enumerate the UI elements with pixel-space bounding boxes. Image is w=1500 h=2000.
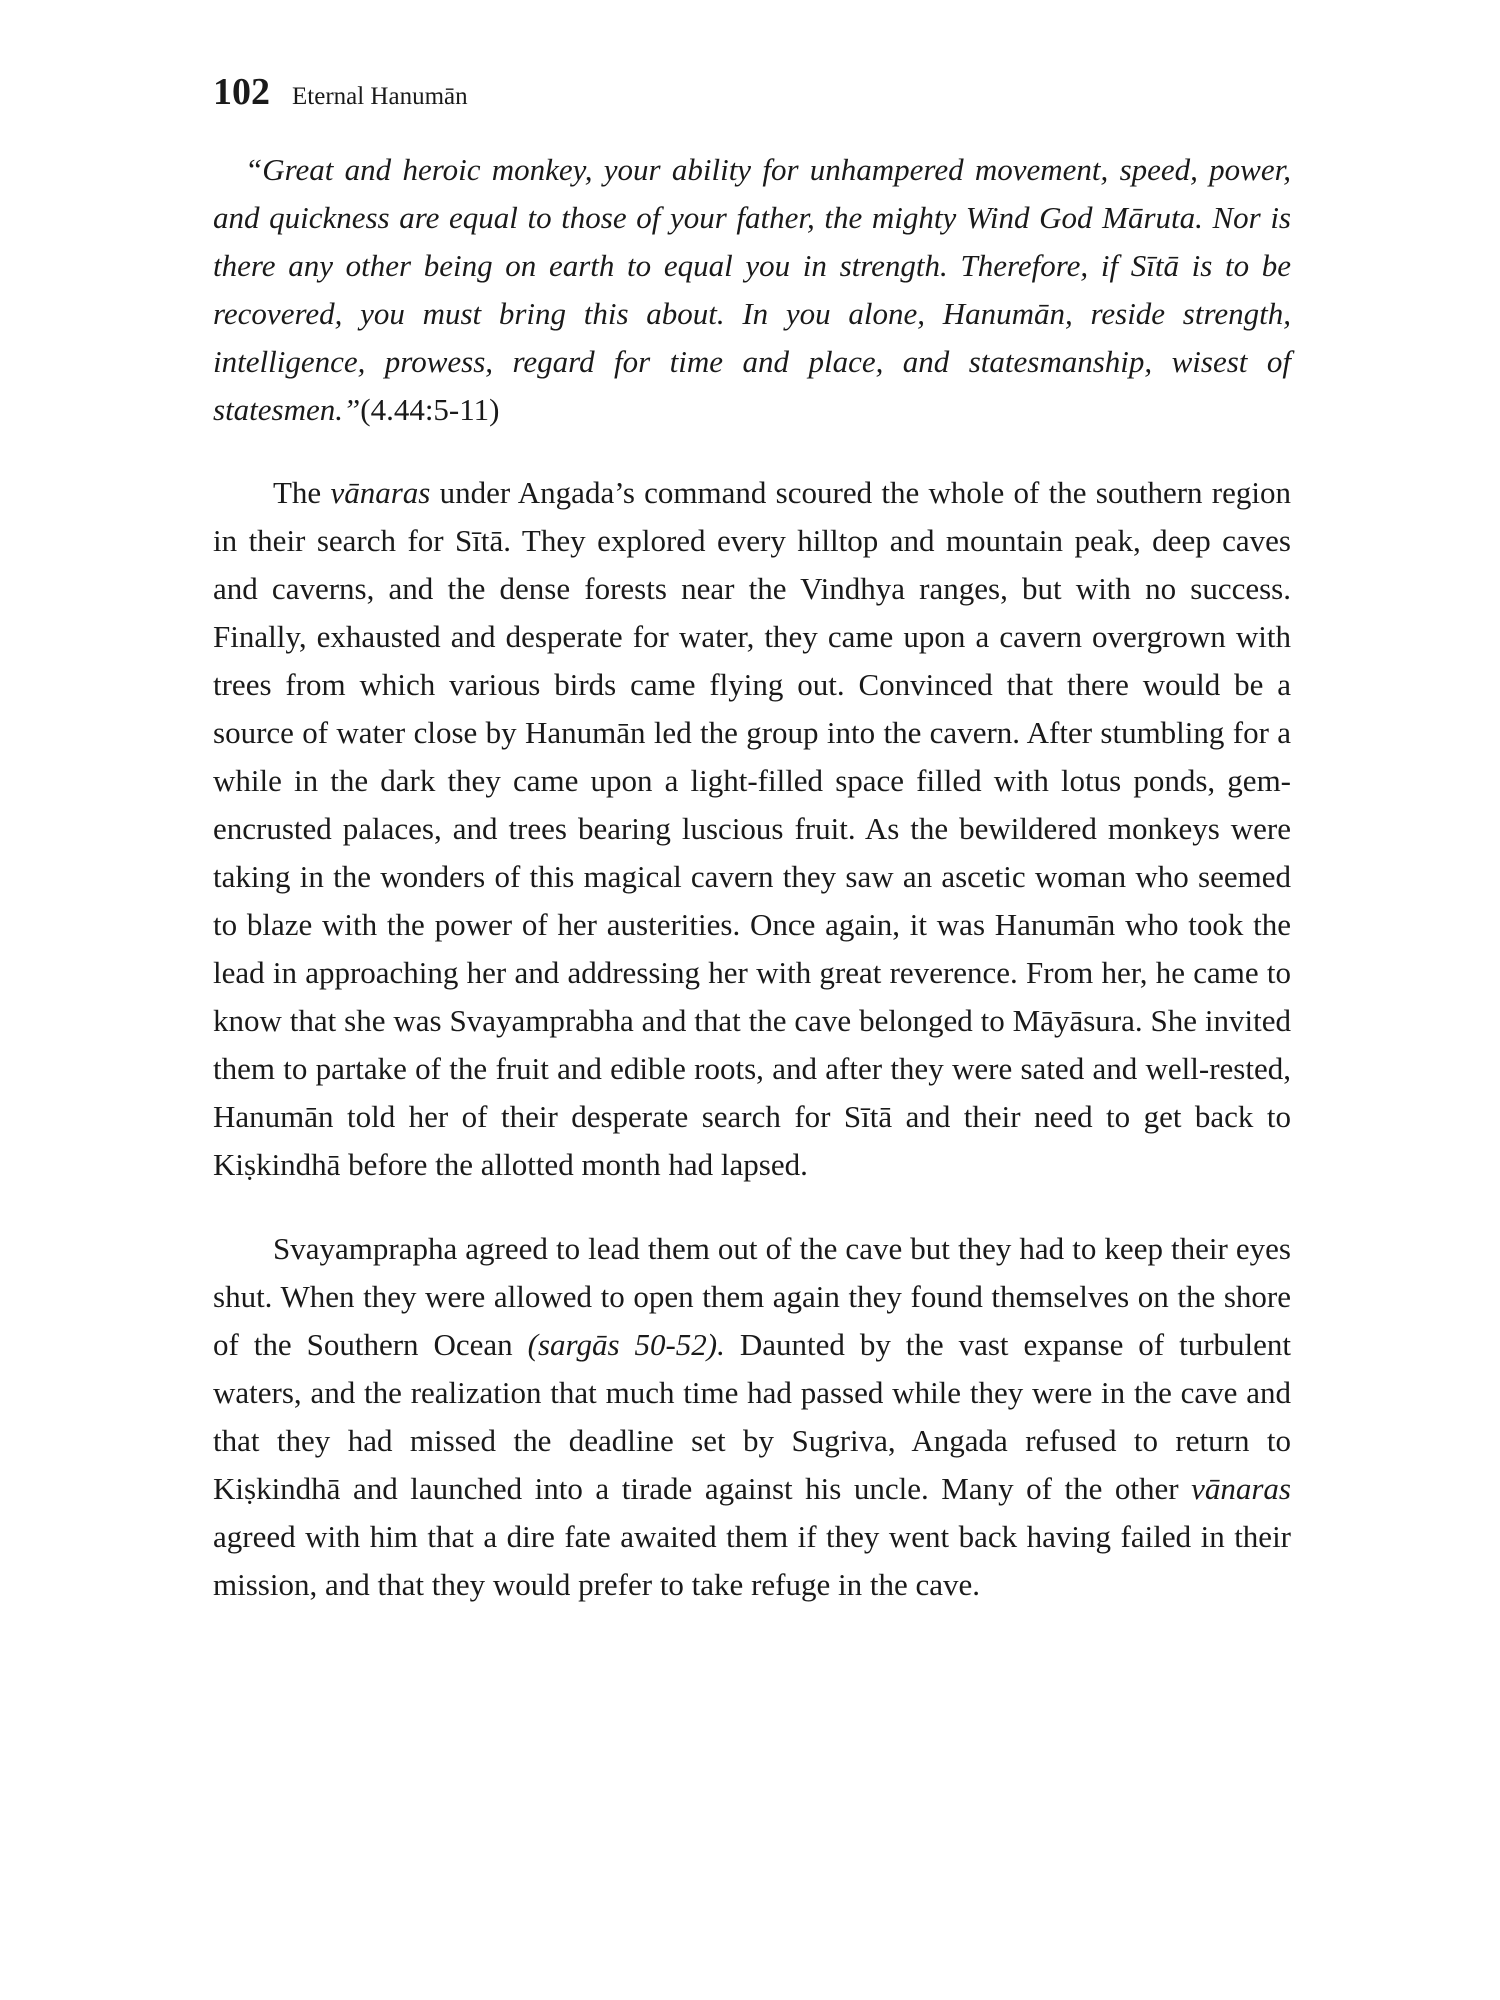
page-number: 102	[213, 71, 270, 113]
paragraph-2-part1: Svayamprapha agreed to lead them out of the cave but they had to keep their eyes shut. When they were allowed to open them again they found themselves on the shore of the Southern Ocean	[213, 1231, 1291, 1362]
paragraph-1	[213, 469, 1291, 1189]
paragraph-1-term: vānaras	[330, 475, 431, 510]
quote-citation: (4.44:5-11)	[360, 392, 500, 427]
paragraph-2-ref: (sargās 50-52).	[527, 1327, 725, 1362]
paragraph-2-term: vānaras	[1191, 1471, 1291, 1506]
paragraph-1-lead: The	[273, 475, 331, 510]
paragraph-2-part2: Daunted by the vast expanse of turbulent waters, and the realization that much time had passed while they were in the cave and that they had missed the deadline set by Sugriva, Angada refused to return to Kiṣkindhā and launched into a tirade against his uncle. Many of the other	[213, 1327, 1292, 1506]
book-page	[213, 70, 1291, 1609]
running-title: Eternal Hanumān	[292, 83, 468, 110]
paragraph-2-part3: agreed with him that a dire fate awaited them if they went back having failed in their mission, and that they would prefer to take refuge in the cave.	[213, 1519, 1291, 1602]
quote-text: “Great and heroic monkey, your ability for unhampered movement, speed, power, and quickness are equal to those of your father, the mighty Wind God Māruta. Nor is there any other being on earth to equal you in strength. Therefore, if Sītā is to be recovered, you must bring this about. In you alone, Hanumān, reside strength, intelligence, prowess, regard for time and place, and statesmanship, wisest of statesmen.”	[213, 152, 1291, 427]
paragraph-1-body: under Angada’s command scoured the whole of the southern region in their search for Sītā. They explored every hilltop and mountain peak, deep caves and caverns, and the dense forests near the Vindhya ranges, but with no success. Finally, exhausted and desperate for water, they came upon a cavern overgrown with trees from which various birds came flying out. Convinced that there would be a source of water close by Hanumān led the group into the cavern. After stumbling for a while in the dark they came upon a light-filled space filled with lotus ponds, gem-encrusted palaces, and trees bearing luscious fruit. As the bewildered monkeys were taking in the wonders of this magical cavern they saw an ascetic woman who seemed to blaze with the power of her austerities. Once again, it was Hanumān who took the lead in approaching her and addressing her with great reverence. From her, he came to know that she was Svayamprabha and that the cave belonged to Māyāsura. She invited them to partake of the fruit and edible roots, and after they were sated and well-rested, Hanumān told her of their desperate search for Sītā and their need to get back to Kiṣkindhā before the allotted month had lapsed.	[213, 475, 1292, 1182]
running-head	[213, 70, 1291, 116]
paragraph-2	[213, 1225, 1291, 1609]
block-quote	[213, 146, 1291, 434]
